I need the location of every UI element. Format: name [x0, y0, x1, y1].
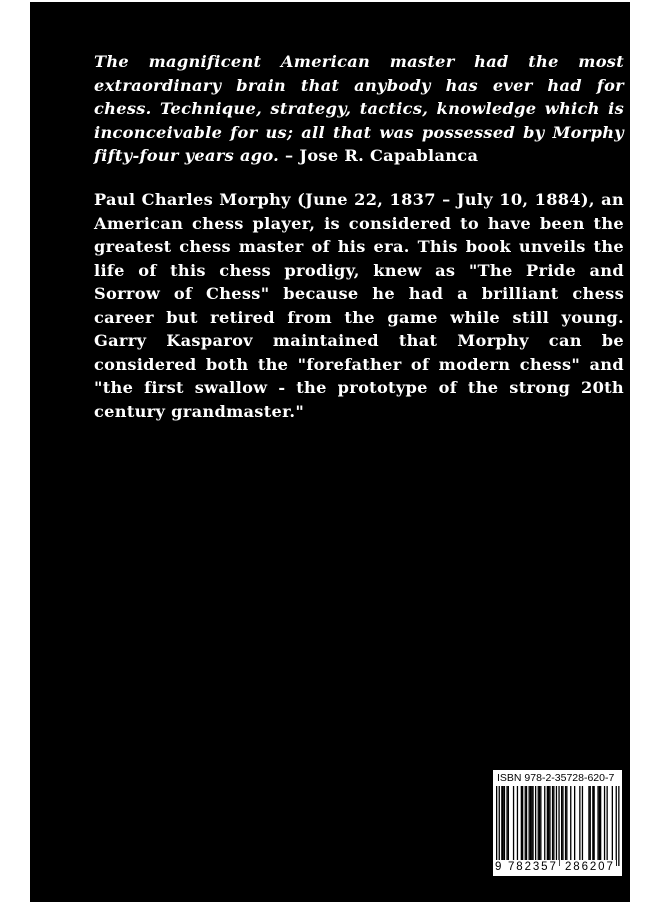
barcode-bar — [540, 786, 541, 860]
barcode-bar — [612, 786, 613, 860]
barcode-bar — [594, 786, 595, 860]
barcode-guard-bar — [618, 786, 619, 866]
barcode-bar — [517, 786, 518, 860]
barcode-bar — [600, 786, 601, 860]
barcode-guard-bar — [496, 786, 497, 866]
barcode-guard-bar — [558, 786, 559, 866]
isbn-label: ISBN 978-2-35728-620-7 — [497, 772, 615, 784]
barcode-bar — [530, 786, 531, 860]
quote-attribution: – Jose R. Capablanca — [279, 146, 479, 165]
barcode-guard-bar — [499, 786, 500, 866]
isbn-barcode — [493, 770, 622, 876]
barcode-number — [493, 860, 622, 874]
barcode-guard-bar — [556, 786, 557, 866]
barcode-bar — [549, 786, 550, 860]
barcode-bar — [582, 786, 583, 860]
barcode-bar — [579, 786, 580, 860]
barcode-bar — [604, 786, 605, 860]
barcode-bar — [553, 786, 554, 860]
barcode-bar — [526, 786, 527, 860]
barcode-bar — [561, 786, 562, 860]
barcode-bar — [508, 786, 509, 860]
barcode-bar — [562, 786, 563, 860]
barcode-bar — [599, 786, 600, 860]
barcode-bar — [552, 786, 553, 860]
barcode-digits-right: 286207 — [565, 861, 615, 873]
barcode-guard-bar — [616, 786, 617, 866]
barcode-bar — [522, 786, 523, 860]
barcode-bar — [535, 786, 536, 860]
barcode-bar — [570, 786, 571, 860]
barcode-bar — [607, 786, 608, 860]
back-cover — [30, 2, 630, 902]
barcode-bar — [592, 786, 593, 860]
barcode-bar — [532, 786, 533, 860]
barcode-bar — [503, 786, 504, 860]
barcode-bar — [521, 786, 522, 860]
barcode-bar — [588, 786, 589, 860]
barcode-bar — [504, 786, 505, 860]
barcode-bar — [548, 786, 549, 860]
barcode-bar — [590, 786, 591, 860]
book-description: Paul Charles Morphy (June 22, 1837 – July 10, 1884), an American chess player, is considered to have been the greatest chess master of his era. This book unveils the life of this chess prodigy, knew as "The Pride and Sorrow of Chess" because he had a brilliant chess career but retired from the game while still young. Garry Kasparov maintained that Morphy can be considered both the "forefather of modern chess" and "the first swallow - the prototype of the strong 20th century grandmaster." — [94, 190, 624, 421]
barcode-bar — [544, 786, 545, 860]
barcode-bar — [538, 786, 539, 860]
barcode-bar — [574, 786, 575, 860]
barcode-digit-first: 9 — [495, 861, 502, 873]
barcode-bar — [547, 786, 548, 860]
barcode-bars — [493, 786, 622, 866]
barcode-bar — [501, 786, 502, 860]
quote-text: The magnificent American master had the most extraordinary brain that anybody has ever had for chess. Technique, strategy, tactics, knowledge which is inconceivable for us; all that was possessed by Morphy fifty-four years ago. — [94, 52, 624, 165]
barcode-bar — [529, 786, 530, 860]
barcode-bar — [597, 786, 598, 860]
barcode-bar — [531, 786, 532, 860]
barcode-digits-left: 782357 — [508, 861, 558, 873]
barcode-bar — [525, 786, 526, 860]
barcode-bar — [566, 786, 567, 860]
barcode-bar — [506, 786, 507, 860]
barcode-bar — [539, 786, 540, 860]
capablanca-quote — [94, 50, 624, 168]
barcode-bar — [513, 786, 514, 860]
barcode-bar — [565, 786, 566, 860]
